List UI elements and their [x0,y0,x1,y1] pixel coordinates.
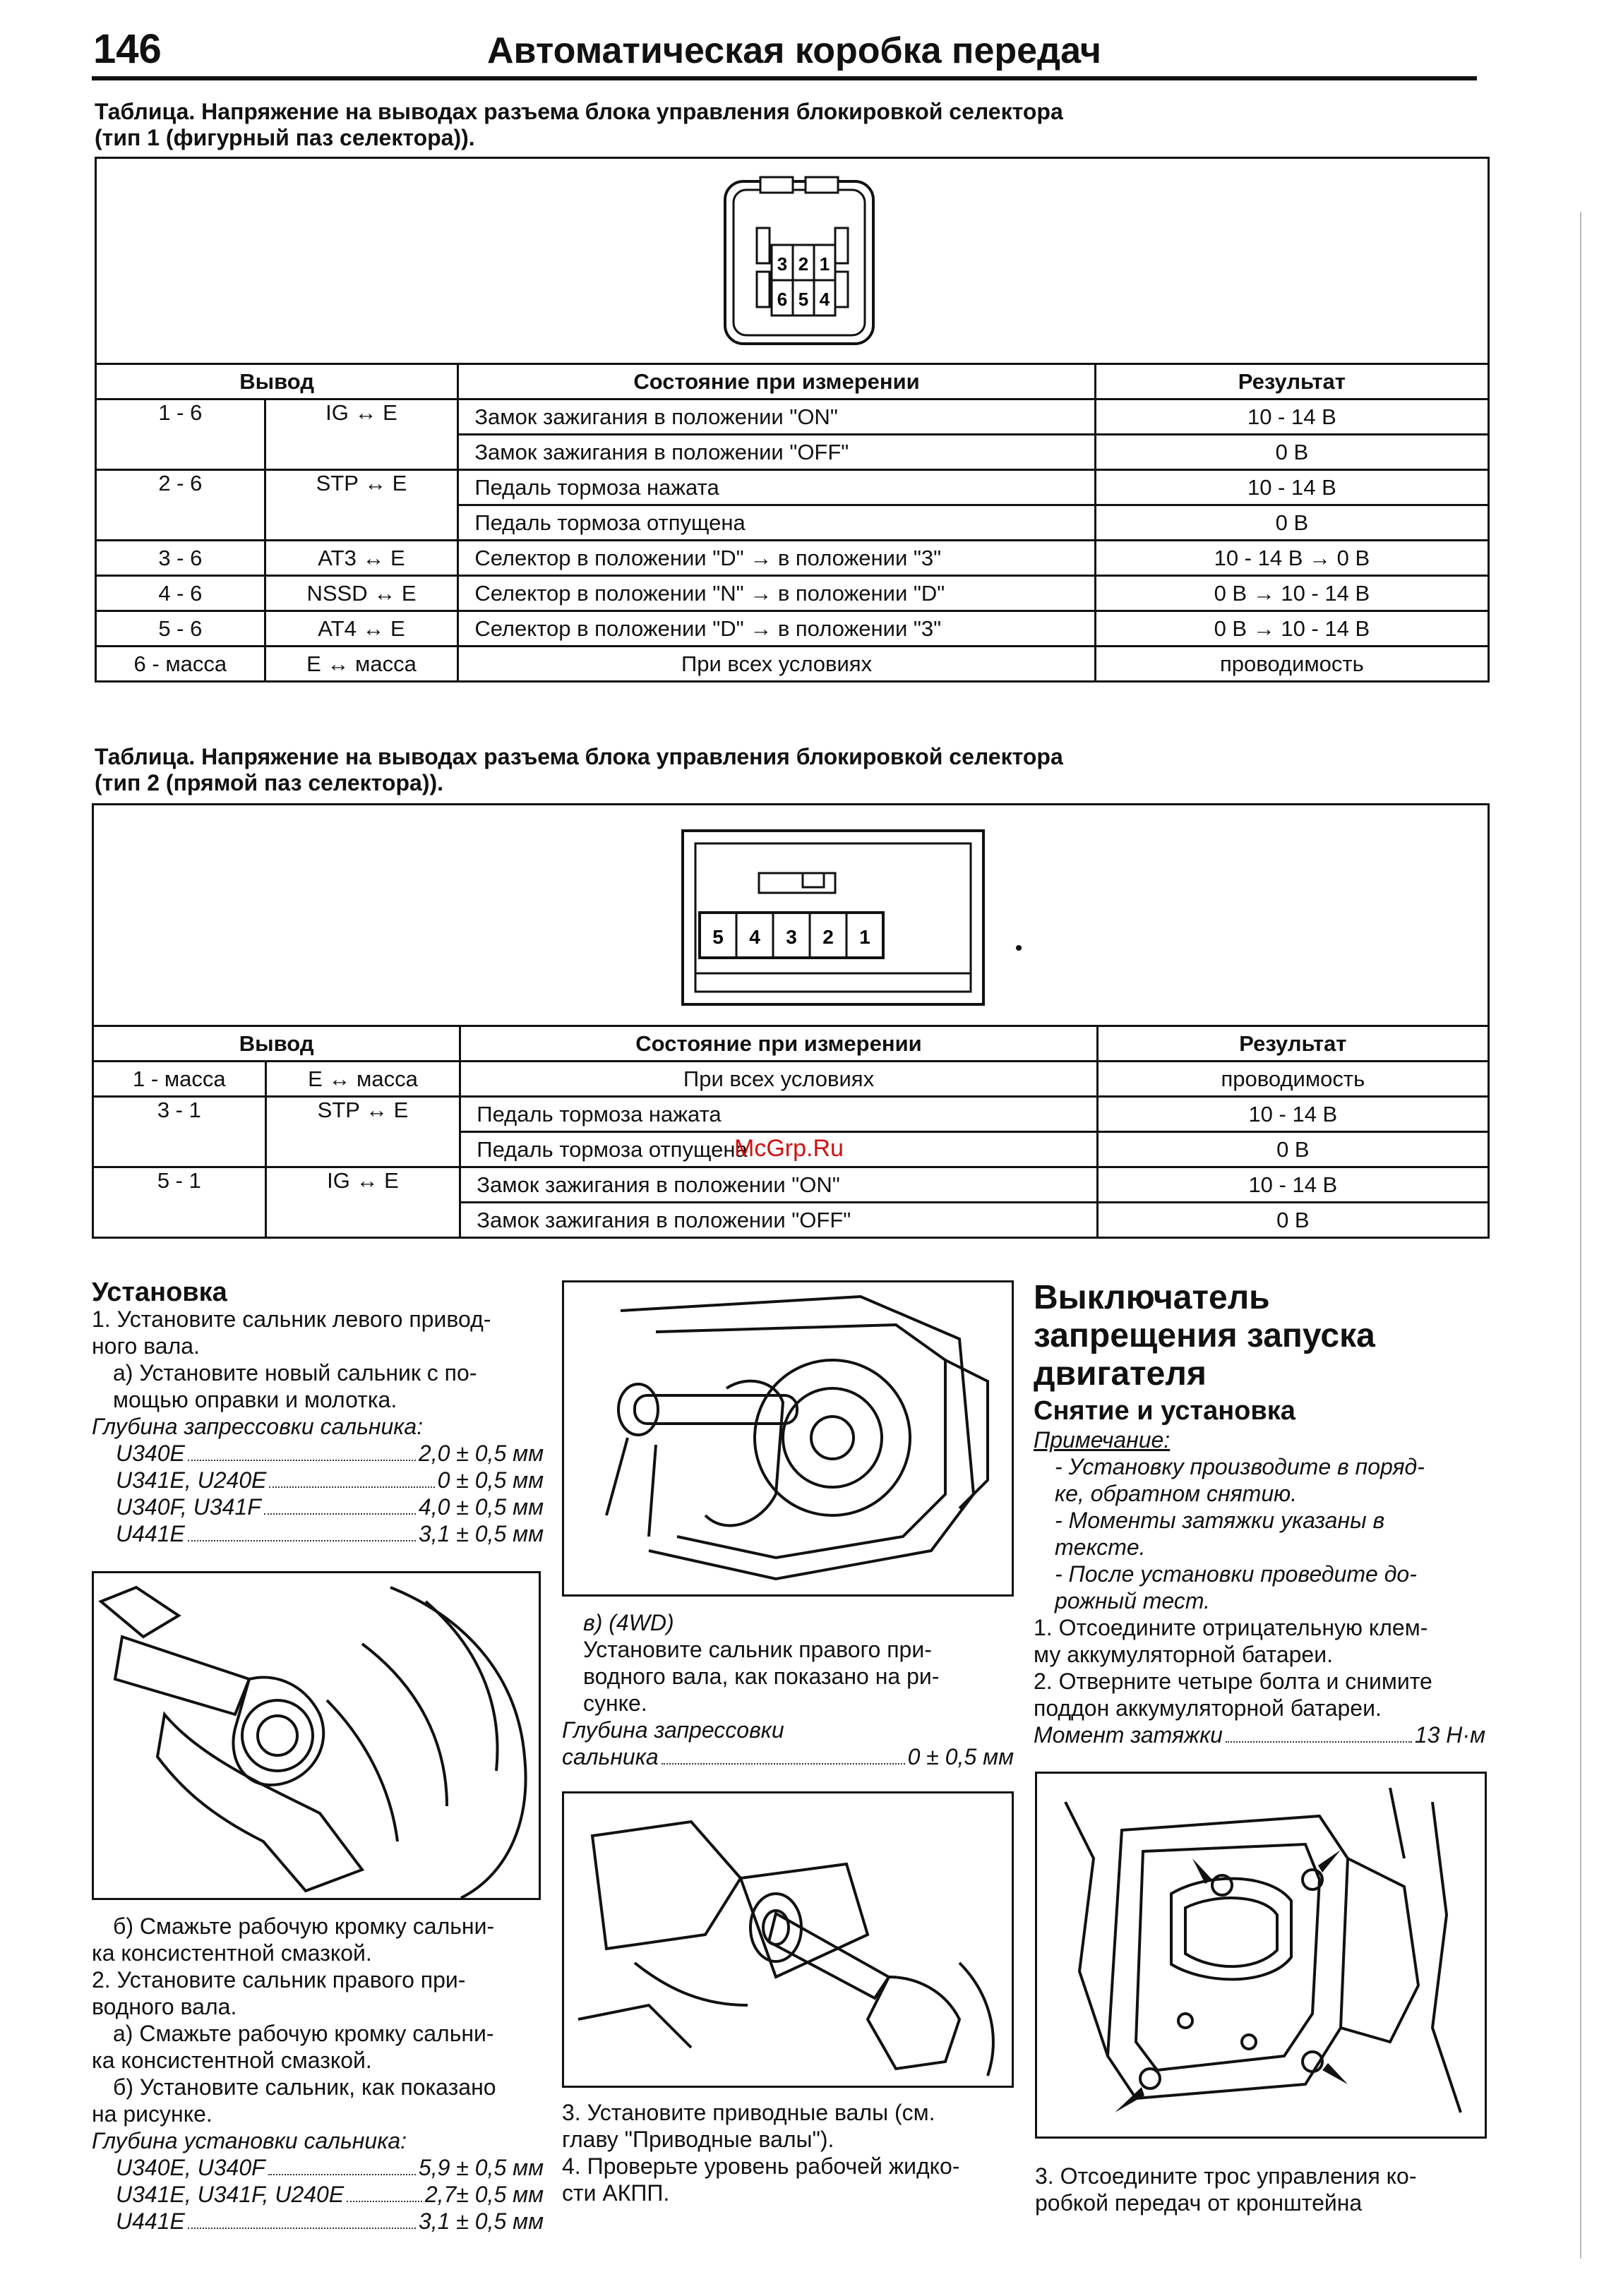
spec-title: Глубина установки сальника: [92,2128,407,2153]
text-line: а) Смажьте рабочую кромку сальни- [113,2021,494,2046]
col-header-pin: Вывод [93,1026,460,1062]
text-line: ка консистентной смазкой. [92,2048,372,2073]
cell-result: 0 В [1095,505,1488,541]
cell-signal: E ↔ масса [265,1062,460,1097]
text-line: водного вала, как показано на ри- [583,1664,940,1689]
cell-signal: STP ↔ E [265,1097,460,1167]
spec-model: U340E [116,1441,185,1466]
table-row [96,470,1489,505]
cell-signal: AT3 ↔ E [265,541,458,576]
text-line: Установите сальник правого при- [583,1637,932,1662]
spec-value: 0 ± 0,5 мм [907,1744,1014,1769]
cell-pin: 2 - 6 [96,470,265,541]
cell-condition: Педаль тормоза отпущена [460,1132,1097,1167]
text-line: сти АКПП. [562,2180,670,2206]
cell-condition: Педаль тормоза нажата [458,470,1095,505]
section-heading-install: Установка [92,1278,227,1307]
text-line: робкой передач от кронштейна [1035,2190,1363,2216]
column-2 [562,1609,1014,1770]
page-edge-line [1580,212,1581,2259]
col-header-pin: Вывод [96,364,458,399]
spec-value: 0 ± 0,5 мм [437,1467,544,1493]
table-row [96,399,1489,435]
col-header-condition: Состояние при измерении [460,1026,1097,1062]
pin-label: 4 [749,926,760,948]
col-header-result: Результат [1095,364,1488,399]
note-line: - Установку производите в поряд- [1055,1454,1425,1479]
torque-spec [1034,1721,1485,1748]
spec-value: 3,1 ± 0,5 мм [418,2208,544,2234]
spec-model: U341E, U240E [116,1467,267,1493]
text-line: 1. Отсоедините отрицательную клем- [1034,1615,1428,1640]
spec-row [116,2181,544,2208]
note-line: - После установки проведите до- [1055,1561,1417,1587]
pin-label: 3 [777,253,788,275]
table2-caption [95,744,1063,796]
column-3-continued [1035,2163,1487,2216]
text-line: в) (4WD) [583,1610,674,1635]
cell-result: 10 - 14 В [1095,470,1488,505]
cell-result: проводимость [1097,1062,1488,1097]
cell-signal: STP ↔ E [265,470,458,541]
cell-signal: NSSD ↔ E [265,576,458,611]
cell-condition: Замок зажигания в положении "ON" [460,1167,1097,1203]
figure-hammer-install [562,1280,1014,1597]
spec-model: U340E, U340F [116,2155,265,2180]
pin-label: 4 [819,289,830,310]
table2-connector-figure [92,803,1490,1026]
text-line: поддон аккумуляторной батареи. [1034,1695,1382,1721]
note-line: ке, обратном снятию. [1055,1481,1298,1506]
header-rule [92,76,1477,80]
cell-condition: При всех условиях [460,1062,1097,1097]
cell-result: 0 В → 10 - 14 В [1095,611,1488,647]
text-line: мощью оправки и молотка. [113,1387,397,1412]
spec-value: 5,9 ± 0,5 мм [418,2155,544,2180]
cell-condition: Педаль тормоза отпущена [458,505,1095,541]
text-line: 2. Отверните четыре болта и снимите [1034,1669,1432,1694]
cell-result: 10 - 14 В [1095,399,1488,435]
text-line: ка консистентной смазкой. [92,1940,372,1966]
text-line: 1. Установите сальник левого привод- [92,1306,491,1332]
note-line: тексте. [1055,1534,1146,1560]
cell-pin: 3 - 6 [96,541,265,576]
table2-caption-line2: (тип 2 (прямой паз селектора)). [95,770,444,795]
pin-label: 6 [777,289,788,310]
spec-model: Момент затяжки [1034,1722,1223,1748]
text-line: б) Смажьте рабочую кромку сальни- [113,1913,495,1939]
spec-model: U441E [116,1521,185,1546]
pin-label: 2 [798,253,809,275]
spec-value: 4,0 ± 0,5 мм [418,1494,544,1520]
battery-tray-illustration [1037,1774,1485,2136]
note-label: Примечание: [1034,1427,1171,1453]
pin-label: 5 [712,926,724,948]
figure-battery-tray [1035,1772,1487,2139]
table-header-row [93,1026,1489,1062]
text-line: главу "Приводные валы"). [562,2127,834,2152]
figure-4wd-seal [562,1791,1014,2088]
table1 [95,363,1490,683]
table-row [93,1097,1489,1132]
spec-title: Глубина запрессовки сальника: [92,1414,424,1439]
spec-row [116,1440,544,1467]
cell-result: 10 - 14 В [1097,1097,1488,1132]
spec-value: 2,7± 0,5 мм [424,2182,544,2207]
spec-model: сальника [562,1744,659,1769]
page-number: 146 [93,26,162,72]
spec-model: U441E [116,2208,185,2234]
pin-label: 2 [822,926,834,948]
column-2-continued [562,2099,1014,2206]
text-line: ного вала. [92,1333,200,1359]
note-line: рожный тест. [1055,1588,1211,1613]
note-line: - Моменты затяжки указаны в [1055,1508,1385,1533]
cell-result: 0 В [1095,435,1488,470]
section-title-line: двигателя [1034,1355,1207,1393]
spec-value: 13 Н·м [1414,1722,1485,1748]
cell-condition: Селектор в положении "N" → в положении "D" [458,576,1095,611]
cell-pin: 5 - 6 [96,611,265,647]
cell-signal: IG ↔ E [265,399,458,470]
section-title-line: Выключатель [1034,1279,1270,1316]
column-1 [92,1279,544,1547]
table1-caption [95,99,1063,151]
cell-pin: 6 - масса [96,647,265,682]
spec-title: Глубина запрессовки [562,1717,784,1743]
figure-left-seal-install [92,1571,541,1900]
pin-label: 1 [859,926,870,948]
table-row [96,647,1489,682]
spec-row [116,1493,544,1520]
cell-result: 10 - 14 В → 0 В [1095,541,1488,576]
page-title: Автоматическая коробка передач [487,30,1101,71]
seal-install-illustration [94,1573,539,1898]
text-line: водного вала. [92,1994,237,2019]
text-line: 4. Проверьте уровень рабочей жидко- [562,2153,960,2179]
connector-type1-diagram [97,159,1488,363]
table-row [93,1167,1489,1203]
cell-pin: 4 - 6 [96,576,265,611]
cell-condition: Замок зажигания в положении "OFF" [458,435,1095,470]
cell-result: 0 В [1097,1203,1488,1238]
watermark: McGrp.Ru [734,1135,844,1162]
spec-model: U340F, U341F [116,1494,261,1520]
spec-value: 3,1 ± 0,5 мм [418,1521,544,1546]
text-line: му аккумуляторной батареи. [1034,1642,1333,1667]
table-header-row [96,364,1489,399]
cell-pin: 3 - 1 [93,1097,266,1167]
spec-list-1 [92,1440,544,1547]
cell-pin: 1 - 6 [96,399,265,470]
column-3 [1034,1279,1485,1748]
spec-row [116,1520,544,1547]
cell-pin: 1 - масса [93,1062,266,1097]
table-row [96,541,1489,576]
section-subtitle: Снятие и установка [1034,1396,1295,1426]
table1-caption-line1: Таблица. Напряжение на выводах разъема блока управления блокировкой селектора [95,99,1063,124]
cell-condition: Замок зажигания в положении "OFF" [460,1203,1097,1238]
cell-signal: IG ↔ E [265,1167,460,1238]
section-title-line: запрещения запуска [1034,1317,1375,1354]
cell-condition: Замок зажигания в положении "ON" [458,399,1095,435]
text-line: на рисунке. [92,2101,213,2127]
four-wd-seal-illustration [564,1793,1012,2086]
cell-result: проводимость [1095,647,1488,682]
cell-signal: E ↔ масса [265,647,458,682]
cell-condition: Селектор в положении "D" → в положении "3" [458,541,1095,576]
connector-type2-diagram [94,805,1488,1027]
text-line: б) Установите сальник, как показано [113,2074,496,2100]
cell-condition: При всех условиях [458,647,1095,682]
cell-condition: Педаль тормоза нажата [460,1097,1097,1132]
cell-signal: AT4 ↔ E [265,611,458,647]
table-row [96,576,1489,611]
spec-list-2 [92,2154,544,2235]
cell-condition: Селектор в положении "D" → в положении "3" [458,611,1095,647]
text-line: сунке. [583,1690,647,1716]
col-header-result: Результат [1097,1026,1488,1062]
text-line: а) Установите новый сальник с по- [113,1360,477,1386]
cell-result: 10 - 14 В [1097,1167,1488,1203]
table-row [93,1062,1489,1097]
pin-label: 3 [786,926,797,948]
pin-label: 5 [798,289,809,310]
spec-model: U341E, U341F, U240E [116,2182,345,2207]
text-line: 3. Установите приводные валы (см. [562,2100,935,2125]
spec-row [116,2154,544,2181]
spec-row [116,2208,544,2235]
cell-result: 0 В [1097,1132,1488,1167]
text-line: 2. Установите сальник правого при- [92,1967,466,1993]
table1-caption-line2: (тип 1 (фигурный паз селектора)). [95,125,475,150]
transmission-hammer-illustration [564,1282,1012,1594]
table2-caption-line1: Таблица. Напряжение на выводах разъема блока управления блокировкой селектора [95,744,1063,769]
cell-result: 0 В → 10 - 14 В [1095,576,1488,611]
text-line: 3. Отсоедините трос управления ко- [1035,2163,1417,2189]
table1-connector-figure [95,157,1490,363]
table2 [92,1025,1490,1239]
spec-value: 2,0 ± 0,5 мм [418,1441,544,1466]
col-header-condition: Состояние при измерении [458,364,1095,399]
pin-label: 1 [819,253,830,275]
column-1-continued [92,1913,544,2235]
table-row [96,611,1489,647]
cell-pin: 5 - 1 [93,1167,266,1238]
spec-row [562,1743,1014,1770]
spec-row [116,1467,544,1493]
